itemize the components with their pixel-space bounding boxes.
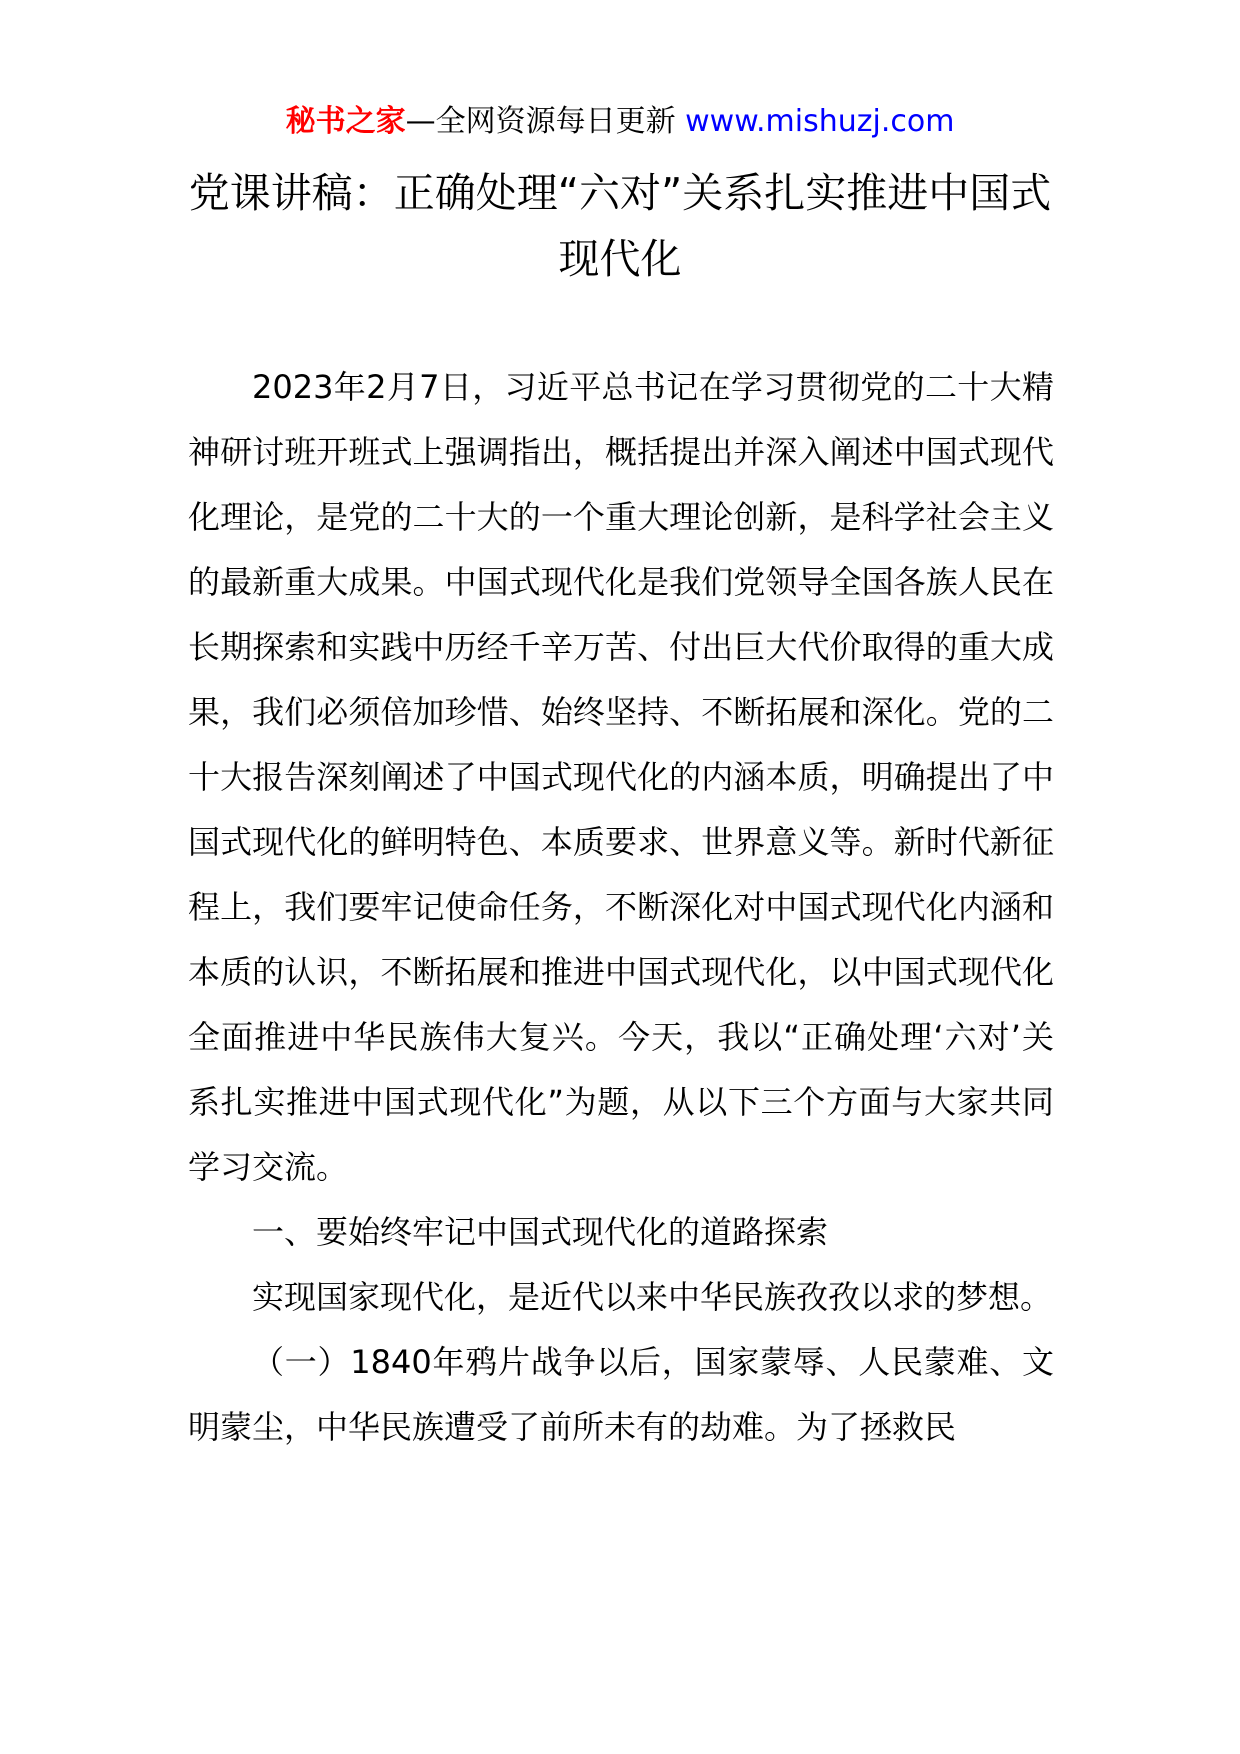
paragraph-intro: 2023年2月7日，习近平总书记在学习贯彻党的二十大精神研讨班开班式上强调指出，概括提出并深入阐述中国式现代化理论，是党的二十大的一个重大理论创新，是科学社会主义的最新重大成果。中国式现代化是我们党领导全国各族人民在长期探索和实践中历经千辛万苦、付出巨大代价取得的重大成果，我们必须倍加珍惜、始终坚持、不断拓展和深化。党的二十大报告深刻阐述了中国式现代化的内涵本质，明确提出了中国式现代化的鲜明特色、本质要求、世界意义等。新时代新征程上，我们要牢记使命任务，不断深化对中国式现代化内涵和本质的认识，不断拓展和推进中国式现代化，以中国式现代化全面推进中华民族伟大复兴。今天，我以“正确处理‘六对’关系扎实推进中国式现代化”为题，从以下三个方面与大家共同学习交流。: [188, 368, 1054, 1186]
header-banner: [0, 100, 1240, 144]
paragraph-section-1: 实现国家现代化，是近代以来中华民族孜孜以求的梦想。: [252, 1278, 1053, 1316]
document-title: 党课讲稿：正确处理“六对”关系扎实推进中国式现代化: [188, 169, 1052, 283]
brand-name: 秘书之家: [285, 104, 406, 139]
header-tagline: —全网资源每日更新: [405, 104, 686, 139]
document-body: [188, 355, 1054, 1460]
site-url-link[interactable]: www.mishuzj.com: [685, 104, 955, 139]
section-heading-1: 一、要始终牢记中国式现代化的道路探索: [252, 1213, 829, 1251]
paragraph-subsection-1: （一）1840年鸦片战争以后，国家蒙辱、人民蒙难、文明蒙尘，中华民族遭受了前所未有的劫难。为了拯救民: [188, 1343, 1054, 1446]
